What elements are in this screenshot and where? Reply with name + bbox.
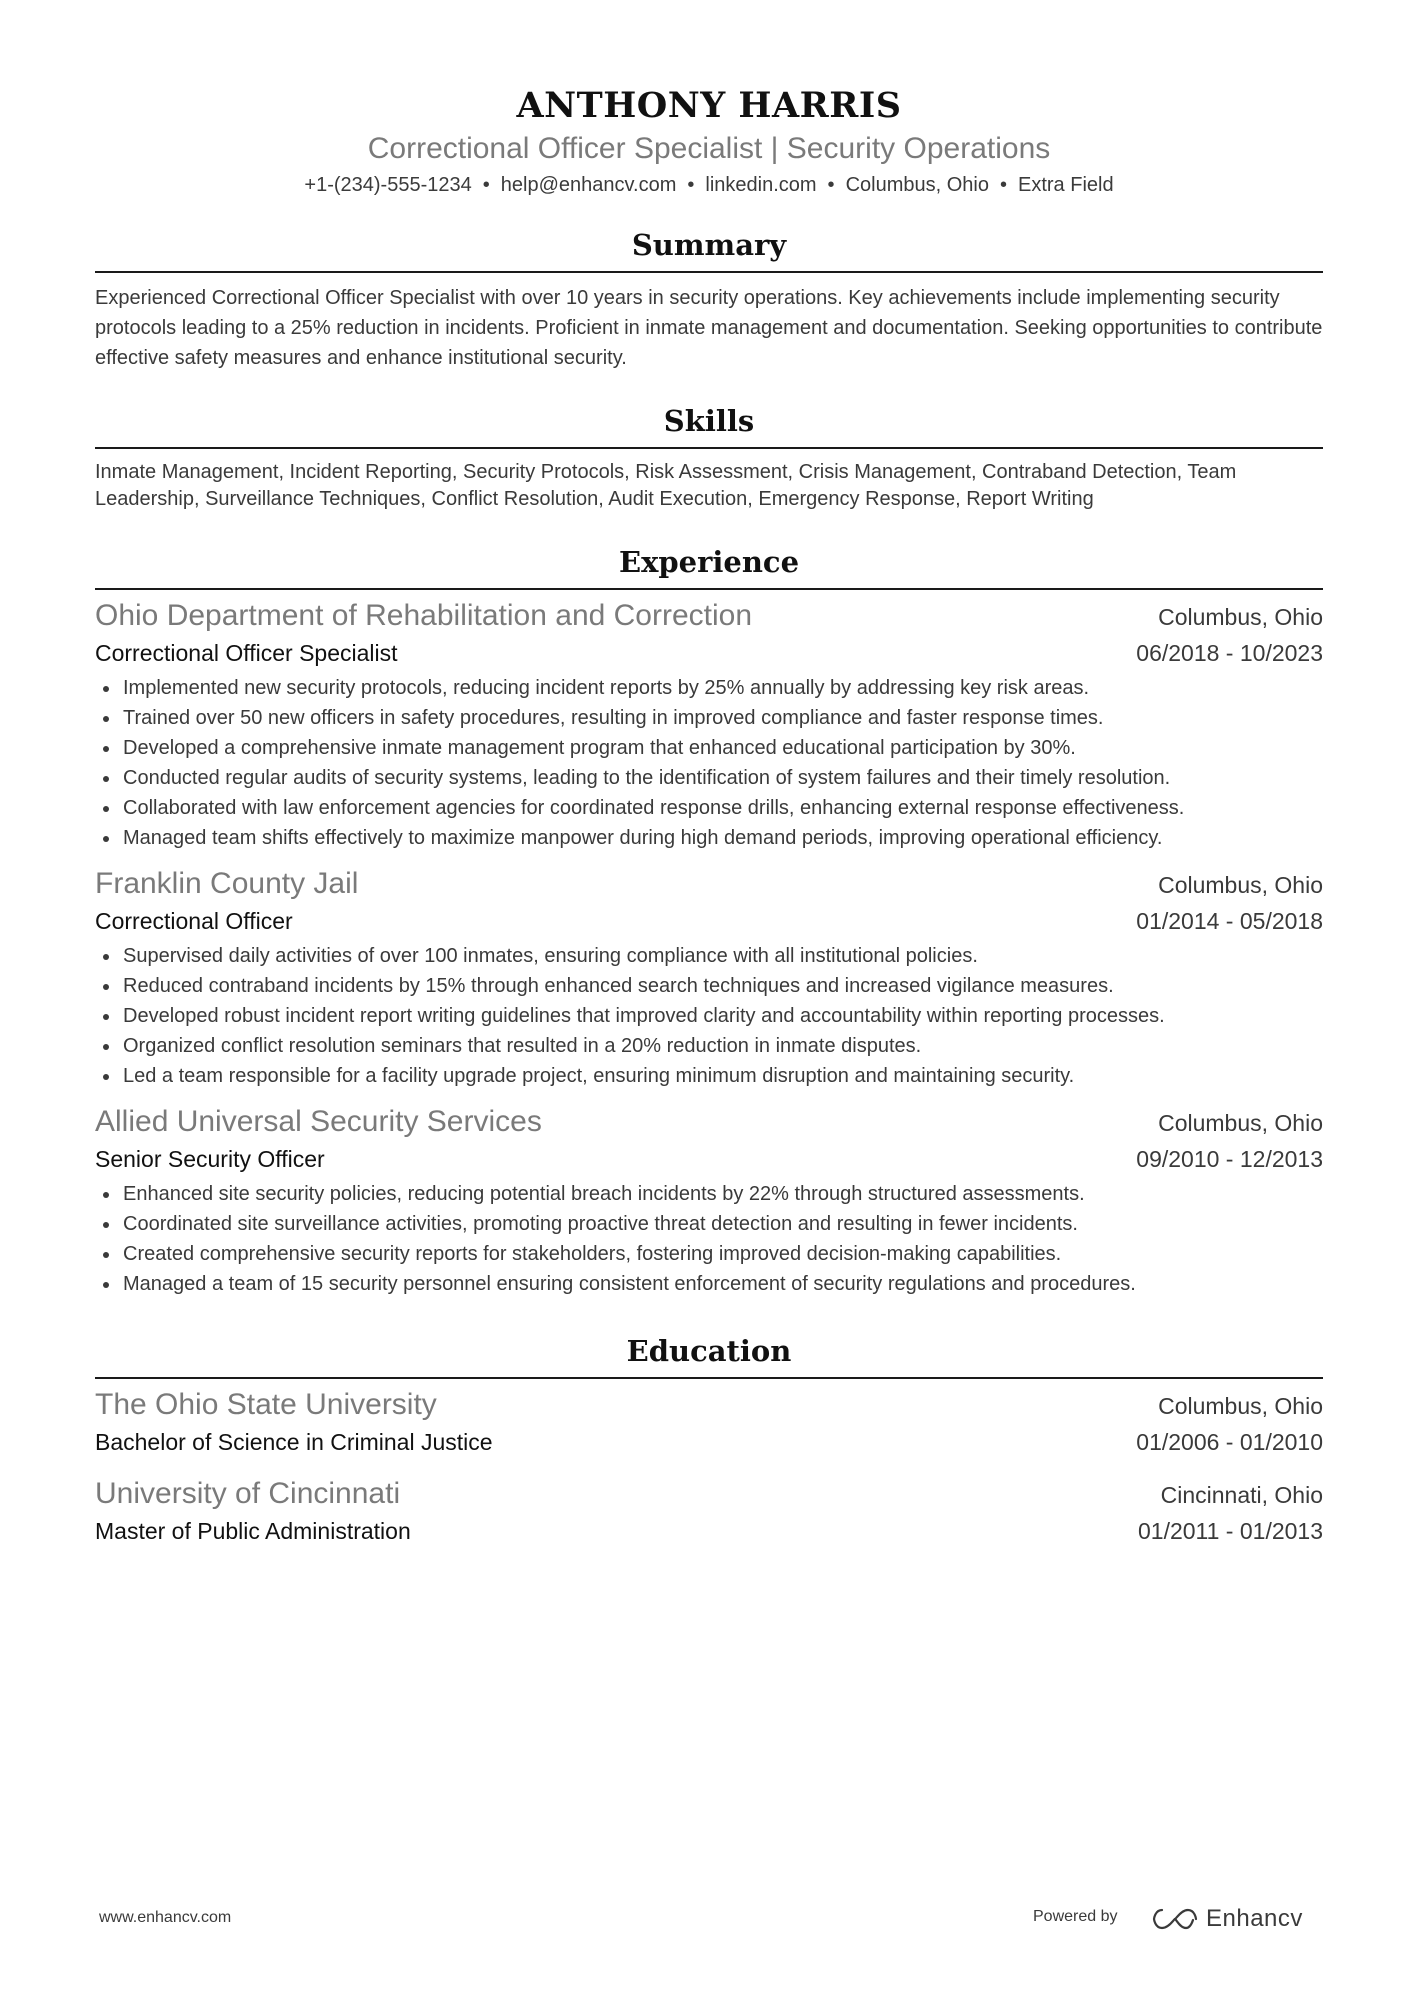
school-name: The Ohio State University xyxy=(95,1388,437,1421)
section-divider xyxy=(95,588,1323,590)
summary-section xyxy=(95,225,1323,373)
section-divider xyxy=(95,1377,1323,1379)
list-item: Developed robust incident report writing guidelines that improved clarity and accountability within reporting processes. xyxy=(95,1001,1323,1031)
education-section xyxy=(95,1331,1323,1549)
section-heading-summary: Summary xyxy=(631,228,787,262)
list-item: Supervised daily activities of over 100 inmates, ensuring compliance with all institutional policies. xyxy=(95,941,1323,971)
list-item: Collaborated with law enforcement agencies for coordinated response drills, enhancing external response effectiveness. xyxy=(95,793,1323,823)
candidate-title: Correctional Officer Specialist | Security Operations xyxy=(367,132,1051,165)
contact-location: Columbus, Ohio xyxy=(845,174,989,196)
list-item: Trained over 50 new officers in safety procedures, resulting in improved compliance and faster response times. xyxy=(95,703,1323,733)
section-heading-experience: Experience xyxy=(618,545,800,579)
list-item: Conducted regular audits of security systems, leading to the identification of system failures and their timely resolution. xyxy=(95,763,1323,793)
contact-linkedin[interactable]: linkedin.com xyxy=(705,174,817,196)
powered-by-label: Powered by xyxy=(1033,1908,1118,1925)
job-dates: 09/2010 - 12/2013 xyxy=(1136,1146,1323,1172)
entry-subheader xyxy=(95,635,1323,671)
list-item: Managed team shifts effectively to maximize manpower during high demand periods, improving operational efficiency. xyxy=(95,823,1323,853)
entry-header xyxy=(95,866,1323,903)
contact-extra-field: Extra Field xyxy=(1017,174,1114,196)
experience-entry xyxy=(95,598,1323,853)
school-location: Cincinnati, Ohio xyxy=(1160,1482,1323,1508)
separator-dot: • xyxy=(687,174,695,196)
experience-entry xyxy=(95,1104,1323,1299)
job-dates: 01/2014 - 05/2018 xyxy=(1136,908,1323,934)
education-entry xyxy=(95,1476,1323,1549)
resume-page xyxy=(95,0,1323,1549)
skills-text: Inmate Management, Incident Reporting, Security Protocols, Risk Assessment, Crisis Management, Contraband Detection, Team Leadership, Surveillance Techniques, Conflict Resolution, Audit Execution, Emergency Response, Report Writing xyxy=(95,461,1237,510)
separator-dot: • xyxy=(482,174,490,196)
list-item: Managed a team of 15 security personnel ensuring consistent enforcement of security regulations and procedures. xyxy=(95,1269,1323,1299)
resume-header xyxy=(95,0,1323,199)
job-role: Correctional Officer xyxy=(95,908,293,934)
experience-section xyxy=(95,542,1323,1299)
contact-email[interactable]: help@enhancv.com xyxy=(500,174,677,196)
list-item: Created comprehensive security reports for stakeholders, fostering improved decision-making capabilities. xyxy=(95,1239,1323,1269)
footer-website-link[interactable]: www.enhancv.com xyxy=(99,1909,232,1926)
experience-entry xyxy=(95,866,1323,1091)
list-item: Enhanced site security policies, reducing potential breach incidents by 22% through structured assessments. xyxy=(95,1179,1323,1209)
entry-subheader xyxy=(95,1513,1323,1549)
entry-subheader xyxy=(95,1141,1323,1177)
education-entry xyxy=(95,1387,1323,1460)
job-role: Correctional Officer Specialist xyxy=(95,640,398,666)
entry-header xyxy=(95,1476,1323,1513)
enhancv-brand-name: Enhancv xyxy=(1206,1905,1303,1932)
summary-text: Experienced Correctional Officer Specialist with over 10 years in security operations. Key achievements include implementing security protocols leading to a 25% reduction in incidents. Proficient in inmate management and documentation. Seeking opportunities to contribute effective safety measures and enhance institutional security. xyxy=(95,287,1323,369)
employer-name: Ohio Department of Rehabilitation and Correction xyxy=(95,599,753,632)
enhancv-logo-icon xyxy=(1152,1906,1198,1932)
job-role: Senior Security Officer xyxy=(95,1146,325,1172)
page-footer xyxy=(0,1905,1410,1937)
school-name: University of Cincinnati xyxy=(95,1477,401,1510)
employer-name: Franklin County Jail xyxy=(95,867,359,900)
entry-header xyxy=(95,1387,1323,1424)
section-divider xyxy=(95,271,1323,273)
degree-name: Master of Public Administration xyxy=(95,1518,411,1544)
education-dates: 01/2006 - 01/2010 xyxy=(1136,1429,1323,1455)
section-divider xyxy=(95,447,1323,449)
list-item: Organized conflict resolution seminars that resulted in a 20% reduction in inmate disputes. xyxy=(95,1031,1323,1061)
candidate-name: ANTHONY HARRIS xyxy=(516,85,902,126)
job-bullets xyxy=(95,1179,1323,1299)
list-item: Coordinated site surveillance activities, promoting proactive threat detection and resulting in fewer incidents. xyxy=(95,1209,1323,1239)
enhancv-logo[interactable] xyxy=(1152,1905,1303,1933)
job-location: Columbus, Ohio xyxy=(1158,604,1323,630)
skills-section xyxy=(95,401,1323,512)
entry-header xyxy=(95,598,1323,635)
education-dates: 01/2011 - 01/2013 xyxy=(1137,1518,1323,1544)
school-location: Columbus, Ohio xyxy=(1158,1393,1323,1419)
separator-dot: • xyxy=(827,174,835,196)
contact-phone[interactable]: +1-(234)-555-1234 xyxy=(304,174,472,196)
list-item: Led a team responsible for a facility upgrade project, ensuring minimum disruption and maintaining security. xyxy=(95,1061,1323,1091)
job-location: Columbus, Ohio xyxy=(1158,872,1323,898)
entry-subheader xyxy=(95,1424,1323,1460)
job-bullets xyxy=(95,673,1323,853)
entry-subheader xyxy=(95,903,1323,939)
job-dates: 06/2018 - 10/2023 xyxy=(1136,640,1323,666)
list-item: Developed a comprehensive inmate management program that enhanced educational participation by 30%. xyxy=(95,733,1323,763)
degree-name: Bachelor of Science in Criminal Justice xyxy=(95,1429,493,1455)
list-item: Reduced contraband incidents by 15% through enhanced search techniques and increased vigilance measures. xyxy=(95,971,1323,1001)
entry-header xyxy=(95,1104,1323,1141)
list-item: Implemented new security protocols, reducing incident reports by 25% annually by addressing key risk areas. xyxy=(95,673,1323,703)
employer-name: Allied Universal Security Services xyxy=(95,1105,542,1138)
job-location: Columbus, Ohio xyxy=(1158,1110,1323,1136)
separator-dot: • xyxy=(999,174,1007,196)
section-heading-education: Education xyxy=(626,1334,792,1368)
section-heading-skills: Skills xyxy=(663,404,755,438)
contact-line xyxy=(95,171,1323,199)
job-bullets xyxy=(95,941,1323,1091)
